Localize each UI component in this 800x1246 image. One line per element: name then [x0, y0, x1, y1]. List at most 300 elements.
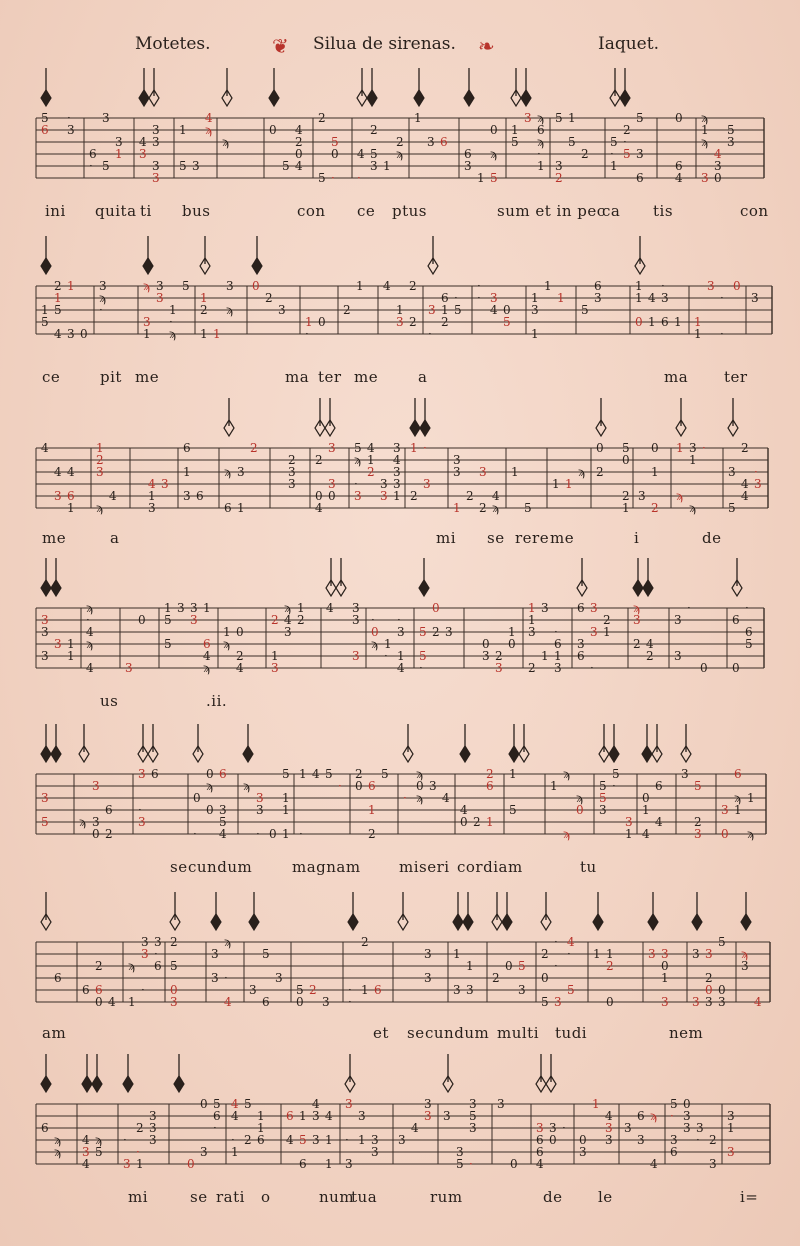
svg-text:1: 1: [537, 159, 545, 173]
lyric-syllable: rere: [515, 529, 550, 547]
svg-text:3: 3: [661, 995, 669, 1009]
svg-text:3: 3: [453, 465, 461, 479]
svg-text:3: 3: [139, 147, 147, 161]
svg-text:3: 3: [397, 625, 405, 639]
svg-text:0: 0: [714, 171, 722, 185]
lyrics-line: [0, 368, 800, 390]
svg-text:·: ·: [224, 971, 228, 985]
svg-text:ϡ: ϡ: [354, 453, 361, 467]
svg-text:5: 5: [318, 171, 326, 185]
svg-text:3: 3: [99, 279, 107, 293]
svg-text:ϡ: ϡ: [396, 147, 403, 161]
svg-text:1: 1: [183, 465, 191, 479]
svg-text:2: 2: [297, 613, 305, 627]
svg-text:6: 6: [486, 779, 494, 793]
svg-text:3: 3: [156, 279, 164, 293]
svg-text:3: 3: [577, 637, 585, 651]
svg-text:1: 1: [648, 315, 656, 329]
svg-text:3: 3: [141, 935, 149, 949]
svg-text:ϡ: ϡ: [99, 291, 106, 305]
svg-text:3: 3: [256, 803, 264, 817]
svg-text:2: 2: [318, 111, 326, 125]
svg-text:4: 4: [411, 1121, 419, 1135]
svg-text:3: 3: [288, 477, 296, 491]
svg-text:5: 5: [244, 1097, 252, 1111]
svg-text:1: 1: [325, 1157, 333, 1171]
svg-text:6: 6: [464, 147, 472, 161]
svg-text:2: 2: [541, 947, 549, 961]
svg-text:3: 3: [322, 995, 330, 1009]
svg-text:·: ·: [623, 135, 627, 149]
svg-text:3: 3: [707, 279, 715, 293]
svg-text:6: 6: [224, 501, 232, 515]
svg-text:3: 3: [661, 947, 669, 961]
svg-text:3: 3: [211, 971, 219, 985]
svg-text:1: 1: [661, 971, 669, 985]
svg-text:4: 4: [648, 291, 656, 305]
svg-text:ϡ: ϡ: [169, 327, 176, 341]
lyric-syllable: tu: [580, 858, 597, 876]
svg-text:6: 6: [299, 1157, 307, 1171]
svg-text:0: 0: [432, 601, 440, 615]
svg-text:5: 5: [555, 111, 563, 125]
svg-text:0: 0: [490, 123, 498, 137]
svg-text:2: 2: [244, 1133, 252, 1147]
svg-text:4: 4: [315, 501, 323, 515]
svg-text:1: 1: [622, 501, 630, 515]
lyric-syllable: se: [170, 858, 188, 876]
svg-text:6: 6: [41, 1121, 49, 1135]
svg-text:4: 4: [357, 147, 365, 161]
svg-text:1: 1: [747, 791, 755, 805]
svg-text:4: 4: [231, 1097, 239, 1111]
svg-text:3: 3: [443, 1109, 451, 1123]
tablature-staff: [0, 886, 800, 1026]
svg-text:2: 2: [250, 441, 258, 455]
svg-text:3: 3: [143, 315, 151, 329]
svg-text:·: ·: [136, 1145, 140, 1159]
svg-text:3: 3: [211, 947, 219, 961]
svg-text:1: 1: [96, 441, 104, 455]
svg-text:·: ·: [720, 291, 724, 305]
svg-text:2: 2: [271, 613, 279, 627]
svg-text:1: 1: [509, 767, 517, 781]
svg-text:1: 1: [282, 803, 290, 817]
svg-text:1: 1: [554, 649, 562, 663]
tablature-staff: [0, 552, 800, 692]
svg-text:·: ·: [423, 441, 427, 455]
lyric-syllable: us: [100, 692, 119, 710]
svg-text:6: 6: [594, 279, 602, 293]
svg-text:·: ·: [305, 327, 309, 341]
svg-text:3: 3: [345, 1097, 353, 1111]
svg-text:2: 2: [409, 279, 417, 293]
svg-text:·: ·: [213, 1121, 217, 1135]
svg-text:0: 0: [549, 1133, 557, 1147]
svg-text:4: 4: [383, 279, 391, 293]
svg-text:1: 1: [169, 303, 177, 317]
svg-text:ϡ: ϡ: [650, 1109, 657, 1123]
svg-text:·: ·: [123, 1133, 127, 1147]
svg-text:3: 3: [96, 465, 104, 479]
svg-text:3: 3: [727, 135, 735, 149]
svg-text:1: 1: [635, 291, 643, 305]
svg-text:5: 5: [419, 649, 427, 663]
svg-text:·: ·: [345, 1133, 349, 1147]
svg-text:ϡ: ϡ: [284, 601, 291, 615]
lyric-syllable: se: [407, 1024, 425, 1042]
svg-text:0: 0: [482, 637, 490, 651]
lyric-syllable: .ii.: [206, 692, 228, 710]
svg-text:3: 3: [170, 995, 178, 1009]
rhythm-signs: [41, 68, 630, 106]
svg-text:0: 0: [95, 995, 103, 1009]
svg-text:·: ·: [338, 779, 342, 793]
svg-text:1: 1: [593, 947, 601, 961]
svg-text:1: 1: [414, 111, 422, 125]
svg-text:3: 3: [469, 1121, 477, 1135]
svg-text:3: 3: [427, 135, 435, 149]
svg-text:3: 3: [177, 601, 185, 615]
tablature-staff: [0, 62, 800, 202]
svg-text:2: 2: [170, 935, 178, 949]
svg-text:1: 1: [694, 327, 702, 341]
svg-text:0: 0: [700, 661, 708, 675]
svg-text:1: 1: [544, 279, 552, 293]
rhythm-signs: [224, 398, 738, 436]
svg-text:1: 1: [271, 649, 279, 663]
svg-text:ϡ: ϡ: [224, 935, 231, 949]
svg-text:5: 5: [622, 441, 630, 455]
lyric-syllable: cordiam: [457, 858, 523, 876]
svg-text:6: 6: [577, 649, 585, 663]
svg-text:ϡ: ϡ: [54, 1145, 61, 1159]
svg-text:3: 3: [456, 1145, 464, 1159]
svg-text:3: 3: [371, 1133, 379, 1147]
svg-text:1: 1: [528, 613, 536, 627]
svg-text:4: 4: [650, 1157, 658, 1171]
lyric-syllable: am: [42, 1024, 67, 1042]
svg-text:5: 5: [454, 303, 462, 317]
svg-text:2: 2: [705, 971, 713, 985]
svg-text:3: 3: [423, 477, 431, 491]
svg-text:0: 0: [732, 661, 740, 675]
svg-text:4: 4: [284, 613, 292, 627]
svg-text:3: 3: [275, 971, 283, 985]
svg-text:1: 1: [383, 159, 391, 173]
tablature-system-7: [0, 1048, 800, 1238]
svg-text:2: 2: [486, 767, 494, 781]
svg-text:·: ·: [661, 279, 665, 293]
svg-text:5: 5: [623, 147, 631, 161]
svg-text:4: 4: [236, 661, 244, 675]
svg-text:2: 2: [200, 303, 208, 317]
svg-text:ϡ: ϡ: [537, 111, 544, 125]
svg-text:1: 1: [568, 111, 576, 125]
svg-text:0: 0: [296, 995, 304, 1009]
lyric-syllable: multi: [497, 1024, 540, 1042]
svg-text:0: 0: [683, 1097, 691, 1111]
svg-text:·: ·: [256, 827, 260, 841]
svg-text:0: 0: [416, 779, 424, 793]
svg-text:·: ·: [537, 147, 541, 161]
header-book-title: Silua de sirenas.: [313, 34, 456, 54]
tablature-system-3: [0, 392, 800, 562]
svg-text:3: 3: [237, 465, 245, 479]
svg-text:6: 6: [41, 123, 49, 137]
lyric-syllable: cundum: [188, 858, 253, 876]
svg-text:5: 5: [612, 767, 620, 781]
svg-text:0: 0: [622, 453, 630, 467]
svg-text:3: 3: [637, 1133, 645, 1147]
svg-text:0: 0: [269, 827, 277, 841]
lyric-syllable: a: [418, 368, 428, 386]
svg-text:4: 4: [82, 1157, 90, 1171]
svg-text:2: 2: [315, 453, 323, 467]
svg-text:5: 5: [599, 791, 607, 805]
svg-text:·: ·: [141, 983, 145, 997]
svg-text:3: 3: [393, 441, 401, 455]
svg-text:0: 0: [355, 779, 363, 793]
svg-text:6: 6: [151, 767, 159, 781]
svg-text:0: 0: [606, 995, 614, 1009]
svg-text:·: ·: [428, 327, 432, 341]
lyric-syllable: ter: [724, 368, 748, 386]
svg-text:3: 3: [154, 935, 162, 949]
lyric-syllable: ini: [45, 202, 66, 220]
svg-text:3: 3: [638, 489, 646, 503]
svg-text:1: 1: [531, 291, 539, 305]
svg-text:·: ·: [469, 1157, 473, 1171]
svg-text:0: 0: [718, 983, 726, 997]
svg-text:0: 0: [200, 1097, 208, 1111]
svg-text:0: 0: [661, 959, 669, 973]
svg-text:3: 3: [683, 1109, 691, 1123]
svg-text:ϡ: ϡ: [734, 791, 741, 805]
svg-text:2: 2: [603, 613, 611, 627]
svg-text:6: 6: [105, 803, 113, 817]
svg-text:5: 5: [164, 613, 172, 627]
svg-text:2: 2: [623, 123, 631, 137]
svg-text:3: 3: [683, 1121, 691, 1135]
svg-text:5: 5: [331, 135, 339, 149]
lyric-syllable: le: [598, 1188, 613, 1206]
svg-text:1: 1: [557, 291, 565, 305]
svg-text:4: 4: [224, 995, 232, 1009]
svg-text:ϡ: ϡ: [243, 779, 250, 793]
svg-text:4: 4: [326, 601, 334, 615]
svg-text:ϡ: ϡ: [54, 1133, 61, 1147]
svg-text:6: 6: [675, 159, 683, 173]
svg-text:ϡ: ϡ: [676, 489, 683, 503]
svg-text:3: 3: [599, 803, 607, 817]
svg-text:3: 3: [278, 303, 286, 317]
page-header: [0, 30, 800, 60]
svg-text:3: 3: [67, 327, 75, 341]
svg-text:·: ·: [331, 171, 335, 185]
svg-text:3: 3: [625, 815, 633, 829]
svg-text:0: 0: [92, 827, 100, 841]
lyric-syllable: de: [543, 1188, 563, 1206]
svg-text:0: 0: [138, 613, 146, 627]
svg-text:5: 5: [694, 779, 702, 793]
svg-text:2: 2: [709, 1133, 717, 1147]
svg-text:4: 4: [205, 111, 213, 125]
svg-text:3: 3: [271, 661, 279, 675]
svg-text:2: 2: [646, 649, 654, 663]
svg-text:4: 4: [54, 465, 62, 479]
svg-text:5: 5: [54, 303, 62, 317]
svg-text:5: 5: [213, 1097, 221, 1111]
svg-text:3: 3: [754, 477, 762, 491]
svg-text:1: 1: [282, 791, 290, 805]
lyric-syllable: tua: [351, 1188, 378, 1206]
svg-text:3: 3: [469, 1097, 477, 1111]
svg-text:6: 6: [203, 637, 211, 651]
svg-text:·: ·: [554, 935, 558, 949]
svg-text:5: 5: [718, 935, 726, 949]
svg-text:ϡ: ϡ: [143, 279, 150, 293]
svg-text:3: 3: [696, 1121, 704, 1135]
svg-text:4: 4: [67, 465, 75, 479]
svg-text:3: 3: [424, 971, 432, 985]
svg-text:4: 4: [312, 1097, 320, 1111]
svg-text:1: 1: [282, 827, 290, 841]
svg-text:·: ·: [348, 995, 352, 1009]
svg-text:3: 3: [396, 315, 404, 329]
svg-text:6: 6: [440, 135, 448, 149]
lyric-syllable: o: [261, 1188, 271, 1206]
svg-text:0: 0: [675, 111, 683, 125]
svg-text:2: 2: [409, 315, 417, 329]
svg-text:0: 0: [206, 803, 214, 817]
lyric-syllable: sum et in pec: [497, 202, 606, 220]
svg-text:3: 3: [689, 441, 697, 455]
svg-text:0: 0: [721, 827, 729, 841]
svg-text:1: 1: [674, 315, 682, 329]
svg-text:1: 1: [734, 803, 742, 817]
svg-text:2: 2: [606, 959, 614, 973]
tablature-system-1: [0, 62, 800, 232]
svg-text:2: 2: [633, 637, 641, 651]
svg-text:3: 3: [579, 1145, 587, 1159]
svg-text:3: 3: [190, 601, 198, 615]
svg-text:5: 5: [262, 947, 270, 961]
svg-text:3: 3: [701, 171, 709, 185]
svg-text:3: 3: [705, 947, 713, 961]
svg-text:3: 3: [555, 159, 563, 173]
svg-text:6: 6: [636, 171, 644, 185]
svg-text:1: 1: [508, 625, 516, 639]
svg-text:ϡ: ϡ: [224, 465, 231, 479]
svg-text:3: 3: [41, 791, 49, 805]
svg-text:3: 3: [393, 465, 401, 479]
svg-text:1: 1: [635, 279, 643, 293]
svg-text:6: 6: [374, 983, 382, 997]
svg-text:ϡ: ϡ: [86, 637, 93, 651]
svg-text:2: 2: [495, 649, 503, 663]
svg-text:0: 0: [331, 147, 339, 161]
svg-text:4: 4: [642, 827, 650, 841]
svg-text:2: 2: [396, 135, 404, 149]
svg-text:0: 0: [295, 147, 303, 161]
svg-text:4: 4: [675, 171, 683, 185]
svg-text:1: 1: [642, 803, 650, 817]
svg-text:ϡ: ϡ: [689, 501, 696, 515]
svg-text:3: 3: [681, 767, 689, 781]
svg-text:6: 6: [219, 767, 227, 781]
svg-text:ϡ: ϡ: [492, 501, 499, 515]
svg-text:4: 4: [86, 625, 94, 639]
svg-text:5: 5: [456, 1157, 464, 1171]
tablature-system-6: [0, 886, 800, 1056]
svg-text:2: 2: [581, 147, 589, 161]
svg-text:3: 3: [152, 171, 160, 185]
lyrics-line: [0, 1188, 800, 1210]
svg-text:1: 1: [552, 477, 560, 491]
fret-marks: [54, 935, 762, 1009]
svg-text:3: 3: [674, 649, 682, 663]
svg-text:3: 3: [670, 1133, 678, 1147]
svg-text:6: 6: [661, 315, 669, 329]
svg-text:0: 0: [733, 279, 741, 293]
svg-text:3: 3: [41, 613, 49, 627]
svg-text:2: 2: [136, 1121, 144, 1135]
lyric-syllable: me: [550, 529, 575, 547]
svg-text:·: ·: [554, 625, 558, 639]
lyric-syllable: mi: [128, 1188, 149, 1206]
svg-text:2: 2: [441, 315, 449, 329]
svg-text:5: 5: [95, 1145, 103, 1159]
svg-text:3: 3: [728, 465, 736, 479]
svg-text:6: 6: [154, 959, 162, 973]
svg-text:3: 3: [518, 983, 526, 997]
svg-text:1: 1: [136, 1157, 144, 1171]
lyric-syllable: rati: [216, 1188, 245, 1206]
svg-text:1: 1: [396, 303, 404, 317]
svg-text:3: 3: [497, 1097, 505, 1111]
svg-text:3: 3: [674, 613, 682, 627]
svg-text:·: ·: [193, 827, 197, 841]
lyric-syllable: tis: [653, 202, 674, 220]
svg-text:1: 1: [213, 327, 221, 341]
fret-marks: [41, 441, 762, 515]
svg-text:1: 1: [603, 625, 611, 639]
svg-text:4: 4: [203, 649, 211, 663]
lyric-syllable: con: [297, 202, 326, 220]
svg-text:ϡ: ϡ: [79, 815, 86, 829]
svg-text:5: 5: [581, 303, 589, 317]
tablature-staff: [0, 230, 800, 370]
svg-text:ϡ: ϡ: [633, 601, 640, 615]
svg-text:·: ·: [554, 959, 558, 973]
svg-text:ϡ: ϡ: [416, 767, 423, 781]
svg-text:3: 3: [453, 453, 461, 467]
svg-text:6: 6: [537, 123, 545, 137]
svg-text:1: 1: [41, 303, 49, 317]
svg-text:2: 2: [95, 959, 103, 973]
fret-marks: [41, 601, 753, 675]
svg-text:ϡ: ϡ: [576, 791, 583, 805]
svg-text:3: 3: [466, 983, 474, 997]
svg-text:ϡ: ϡ: [226, 303, 233, 317]
lyrics-line: [0, 202, 800, 224]
lyric-syllable: me: [354, 368, 379, 386]
svg-text:3: 3: [721, 803, 729, 817]
svg-text:3: 3: [345, 1157, 353, 1171]
lyric-syllable: ptus: [392, 202, 427, 220]
svg-text:0: 0: [635, 315, 643, 329]
